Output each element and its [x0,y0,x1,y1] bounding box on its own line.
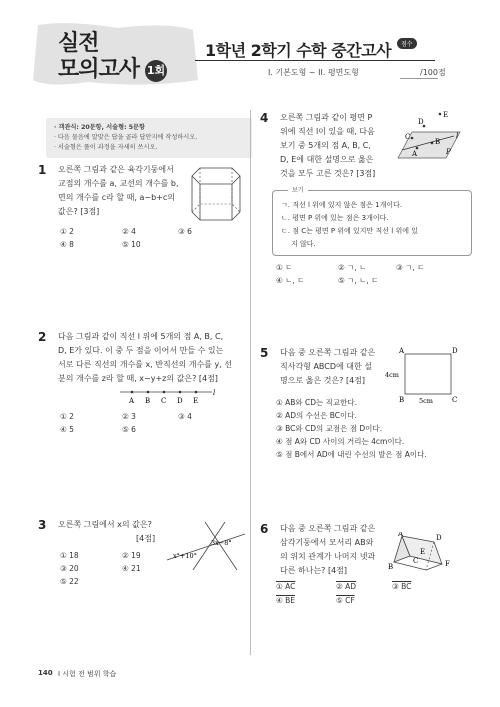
option-5[interactable]: ⑤ 10 [122,240,141,249]
option-4[interactable]: ④ BE [276,596,295,605]
angle-label: x°+10° [173,552,197,560]
question-text: 오른쪽 그림과 같은 육각기둥에서 교점의 개수를 a, 교선의 개수를 b, 면의 개수를 c라 할 때, a−b+c의 값은? [3점] [58,165,179,216]
option-3[interactable]: ③ 6 [178,227,192,236]
option-1[interactable]: ① ㄷ [276,263,293,272]
badge-line1: 실전 [58,31,99,56]
question-text: 다음 중 오른쪽 그림과 같은 삼각기둥에서 모서리 AB와 의 위치 관계가 나머지 넷과 다른 하나는? [4점] [280,524,376,575]
hexagonal-prism-figure [188,162,244,222]
point-label: A [129,397,135,405]
bogi-item: 지 않다. [291,240,316,248]
page-number: 140 [38,669,53,677]
round-badge: 1회 [145,60,167,82]
option-5[interactable]: ⑤ 6 [122,425,136,434]
bogi-item: ㄴ. 평면 P 위에 있는 점은 3개이다. [281,214,389,222]
angle-figure [165,520,247,572]
angle-label: 3x−8° [211,539,232,547]
line-label: l [213,389,216,397]
point-label: B [399,396,405,404]
option-2[interactable]: ② AD [336,582,357,591]
option-1[interactable]: ① 2 [60,227,74,236]
point-label: D [452,347,458,355]
unit-range: I. 기본도형 ~ II. 평면도형 [268,68,359,77]
score-total: /100점 [420,68,446,77]
length-label: 5cm [419,397,433,405]
question-text: 다음 중 오른쪽 그림과 같은 직사각형 ABCD에 대한 설 명으로 옳은 것은? [4점] [280,348,376,385]
rectangle-figure [385,345,460,407]
bogi-label: 보기 [288,185,308,194]
point-label: C [405,133,411,141]
triangular-prism-figure [388,532,463,577]
point-label: B [145,397,151,405]
point-label: C [452,396,458,404]
bogi-box [272,190,472,256]
instruction-line: · 서술형은 풀이 과정을 자세히 쓰시오. [54,144,158,151]
option-1[interactable]: ① AC [276,582,296,591]
point-label: C [413,557,419,565]
option-1[interactable]: ① 18 [60,551,79,560]
option-5[interactable]: ⑤ ㄱ, ㄴ, ㄷ [338,276,379,285]
column-divider [250,110,251,655]
option-3[interactable]: ③ 4 [178,412,192,421]
option-3[interactable]: ③ BC와 CD의 교점은 점 D이다. [276,424,383,433]
point-label: B [388,563,394,571]
length-label: 4cm [385,371,399,379]
point-label: C [161,397,167,405]
option-3[interactable]: ③ 20 [60,564,79,573]
option-3[interactable]: ③ ㄱ, ㄷ [396,263,425,272]
point-label: D [418,118,424,126]
option-4[interactable]: ④ 5 [60,425,74,434]
option-5[interactable]: ⑤ 점 B에서 AD에 내린 수선의 발은 점 A이다. [276,450,427,459]
question-number: 3 [38,518,47,532]
question-number: 4 [260,111,269,125]
bogi-item: ㄱ. 직선 l 위에 있지 않은 점은 1개이다. [281,201,403,209]
option-2[interactable]: ② 19 [122,551,141,560]
option-3[interactable]: ③ BC [392,582,412,591]
point-label: E [420,548,426,556]
score-line [400,78,438,79]
question-number: 1 [38,163,47,177]
page-title: 1학년 2학기 수학 중간고사 [205,41,392,60]
point-label: A [399,347,405,355]
option-2[interactable]: ② 3 [122,412,136,421]
point-label: B [435,138,441,146]
point-label: D [436,534,442,542]
question-number: 5 [260,346,269,360]
plane-line-figure [392,110,467,165]
point-label: E [443,111,449,119]
line-points-figure [120,385,220,407]
question-text: 오른쪽 그림과 같이 평면 P 위에 직선 l이 있을 때, 다음 보기 중 5개의 점 A, B, C, D, E에 대한 설명으로 옳은 것을 모두 고른 것은? [3점] [280,113,376,178]
question-score: [4점] [136,534,156,543]
point-label: F [445,560,450,568]
instruction-line: · 다음 물음에 알맞은 답을 골라 답안지에 작성하시오. [54,134,198,141]
badge-line2: 모의고사 [58,57,140,82]
option-2[interactable]: ② ㄱ, ㄴ [338,263,367,272]
bogi-item: ㄷ. 점 C는 평면 P 위에 있지만 직선 l 위에 있 [281,227,418,235]
score-tag: 점수 [397,38,417,49]
point-label: D [177,397,183,405]
option-1[interactable]: ① 2 [60,412,74,421]
plane-label: P [446,148,451,156]
option-4[interactable]: ④ ㄴ, ㄷ [276,276,305,285]
question-number: 2 [38,330,47,344]
question-text: 오른쪽 그림에서 x의 값은? [58,520,152,529]
title-underline [195,60,435,61]
question-text: 다음 그림과 같이 직선 l 위에 5개의 점 A, B, C, D, E가 있다. 이 중 두 점을 이어서 만들 수 있는 서로 다른 직선의 개수를 x, 반직선의 개수를 y, 선 분의 개수를 z라 할 때, x−y+z의 값은? [4점] [58,332,233,383]
question-number: 6 [260,522,269,536]
point-label: A [412,150,418,158]
option-2[interactable]: ② 4 [122,227,136,236]
option-4[interactable]: ④ 21 [122,564,141,573]
option-4[interactable]: ④ 점 A와 CD 사이의 거리는 4cm이다. [276,437,405,446]
header-badge [28,20,203,90]
line-label: l [456,132,459,140]
instruction-line: · 객관식: 20문항, 서술형: 5문항 [54,124,145,131]
option-1[interactable]: ① AB와 CD는 직교한다. [276,398,358,407]
option-5[interactable]: ⑤ 22 [60,577,79,586]
option-2[interactable]: ② AD의 수선은 BC이다. [276,411,357,420]
option-4[interactable]: ④ 8 [60,240,74,249]
book-title: I 시험 전 범위 학습 [58,670,117,678]
point-label: E [193,397,199,405]
instructions-box [46,118,252,158]
option-5[interactable]: ⑤ CF [336,596,355,605]
point-label: A [398,532,404,538]
